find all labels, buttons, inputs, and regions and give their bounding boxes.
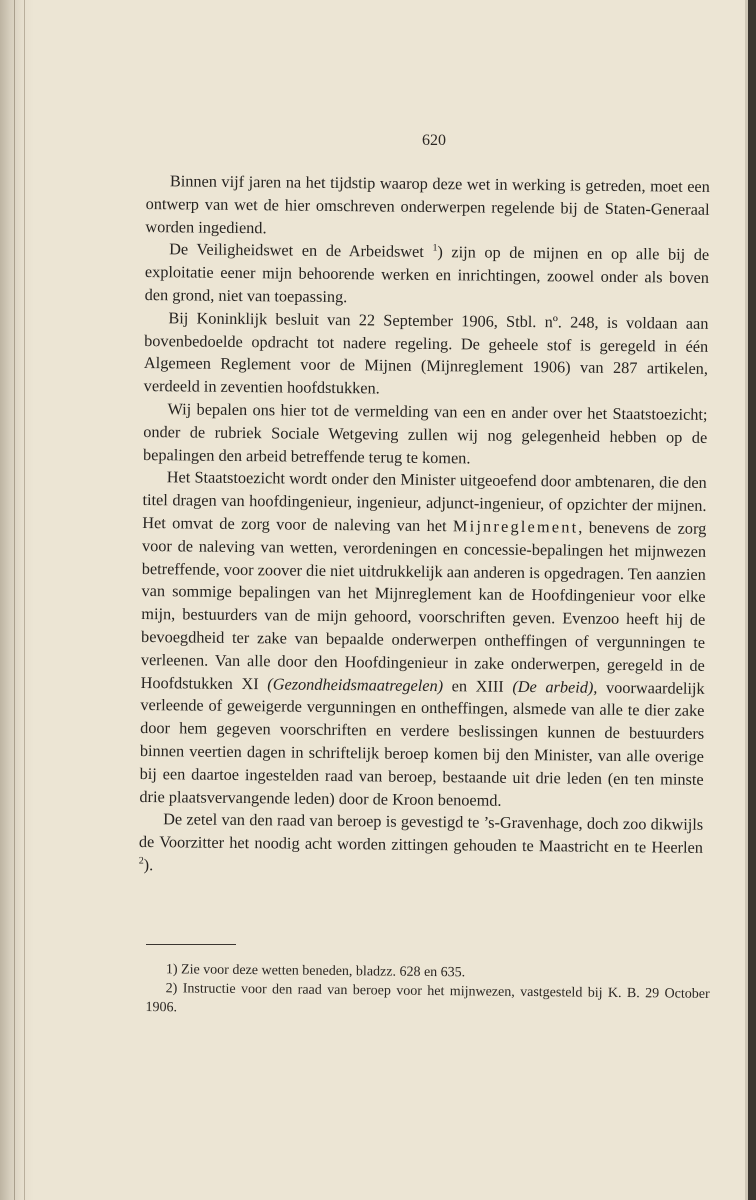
footnote-1: 1) Zie voor deze wetten beneden, bladzz. 628 en 635.	[165, 962, 466, 981]
footnote-rule	[146, 944, 236, 945]
paragraph-6	[139, 808, 704, 882]
paragraph-3: Bij Koninklijk besluit van 22 September 1906, Stbl. nº. 248, is voldaan aan bovenbedoelde opdracht tot nadere regeling. De geheele stof is geregeld in één Algemeen Reglement voor de Mijnen (Mijnreglement 1906) van 287 artikelen, verdeeld in zeventien hoofdstukken.	[143, 308, 709, 398]
paragraph-2-text-b: ) zijn op de mijnen en op alle bij de exploitatie eener mijn behoorende werken en inrichtingen, zoowel onder als boven den grond, niet van toepassing.	[144, 242, 710, 307]
paragraph-6-text-a: De zetel van den raad van beroep is gevestigd te ’s-Gravenhage, doch zoo dikwijls de Voorzitter het noodig acht worden zittingen gehouden te Maastricht en te Heerlen	[138, 809, 704, 857]
paragraph-4: Wij bepalen ons hier tot de vermelding van een en ander over het Staatstoezicht; onder de rubriek Sociale Wetgeving zullen wij nog gelegenheid hebben op de bepalingen den arbeid betreffende terug te komen.	[142, 399, 708, 467]
italic-term-2: (De arbeid),	[512, 676, 598, 697]
italic-term-1: (Gezondheidsmaatregelen)	[267, 673, 444, 695]
paragraph-5-text-a: Het Staatstoezicht wordt onder den Minister uitgeoefend door ambtenaren, die den titel dragen van hoofdingenieur, ingenieur, adjunct-ingenieur, of opzichter der mijnen. Het omvat de zorg voor de naleving van het	[142, 467, 707, 536]
binding-line	[24, 0, 25, 1200]
paragraph-2	[145, 238, 710, 312]
footnote-ref-1: 1	[432, 242, 438, 255]
paragraph-5-text-b: , benevens de zorg voor de naleving van wetten, verordeningen en concessie-bepalingen het mijnwezen betreffende, voor zoover die niet uitdrukkelijk aan anderen is opgedragen. Ten aanzien van sommige bepalingen van het Mijnreglement kan de Hoofdingenieur voor elke mijn, bestuurders van de mijn gehoord, voorschriften geven. Evenzoo heeft hij de bevoegdheid ter zake van bepaalde onderwerpen ontheffingen of vergunningen te verleenen. Van alle door den Hoofdingenieur in zake onderwerpen, geregeld in de Hoofdstukken XI	[140, 517, 707, 693]
paragraph-1: Binnen vijf jaren na het tijdstip waarop deze wet in werking is getreden, moet een ontwerp van wet de hier omschreven onderwerpen regelende bij de Staten-Generaal worden ingediend.	[145, 171, 710, 237]
paragraph-5	[139, 466, 707, 814]
paragraph-2-text-a: De Veiligheidswet en de Arbeidswet	[169, 239, 433, 262]
page-number: 620	[422, 132, 446, 149]
paragraph-5-text-c: en XIII	[442, 675, 513, 696]
spaced-term: Mijnreglement	[452, 516, 579, 537]
page-edge-dark	[748, 0, 756, 1200]
footnote-ref-2: 2	[138, 855, 144, 867]
paragraph-5-text-d: voorwaardelijk verleende of geweigerde vergunningen en ontheffingen, alsmede van alle te dier zake door hem gegeven voorschriften en verdere beslissingen kunnen de bestuurders binnen veertien dagen in schriftelijk beroep komen bij den Minister, van alle overige bij een daartoe ingestelden raad van beroep, bestaande uit drie leden (en ten minste drie plaatsvervangende leden) door de Kroon benoemd.	[139, 677, 705, 810]
footnote-2: 2) Instructie voor den raad van beroep voor het mijnwezen, vastgesteld bij K. B. 29 October 1906.	[145, 981, 710, 1016]
binding-line	[14, 0, 15, 1200]
body-text	[139, 170, 710, 883]
paragraph-6-text-b: ).	[143, 854, 154, 875]
binding-shadow	[0, 0, 34, 1200]
footnotes	[145, 960, 710, 1023]
